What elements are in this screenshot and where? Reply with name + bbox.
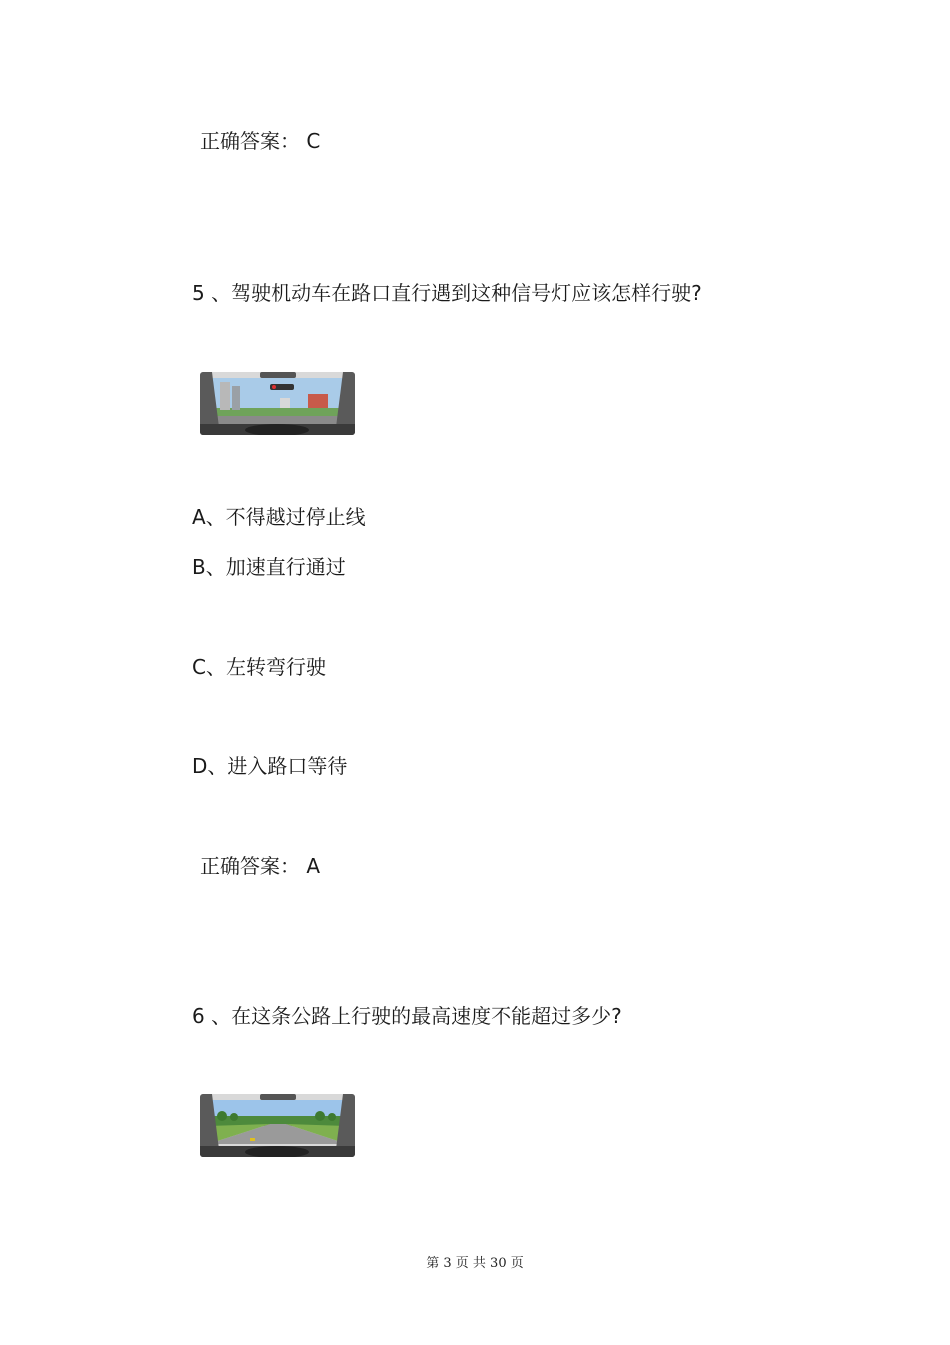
option-letter: B xyxy=(192,555,206,579)
question-5 xyxy=(192,281,702,305)
option-letter: D xyxy=(192,754,208,778)
question-6 xyxy=(192,1004,622,1028)
intersection-signal-photo-icon xyxy=(200,372,355,435)
option-letter: C xyxy=(192,655,206,679)
prev-answer xyxy=(200,129,320,153)
option-text: 、加速直行通过 xyxy=(205,555,346,579)
page-footer: 第 3 页 共 30 页 xyxy=(426,1256,524,1271)
answer-label: 正确答案： xyxy=(200,854,300,878)
option-a xyxy=(192,505,366,529)
option-text: 、进入路口等待 xyxy=(207,754,348,778)
answer-value: A xyxy=(306,854,321,878)
question-text: 、在这条公路上行驶的最高速度不能超过多少? xyxy=(211,1004,622,1028)
option-text: 、左转弯行驶 xyxy=(205,655,326,679)
option-c xyxy=(192,655,326,679)
answer-value: C xyxy=(306,129,321,153)
answer-label: 正确答案： xyxy=(200,129,300,153)
option-text: 、不得越过停止线 xyxy=(205,505,366,529)
q5-answer xyxy=(200,854,320,878)
question-number: 5 xyxy=(192,281,205,305)
option-letter: A xyxy=(192,505,206,529)
option-b xyxy=(192,555,346,579)
question-text: 、驾驶机动车在路口直行遇到这种信号灯应该怎样行驶? xyxy=(211,281,702,305)
question-number: 6 xyxy=(192,1004,205,1028)
highway-road-photo-icon xyxy=(200,1094,355,1157)
option-d xyxy=(192,754,347,778)
